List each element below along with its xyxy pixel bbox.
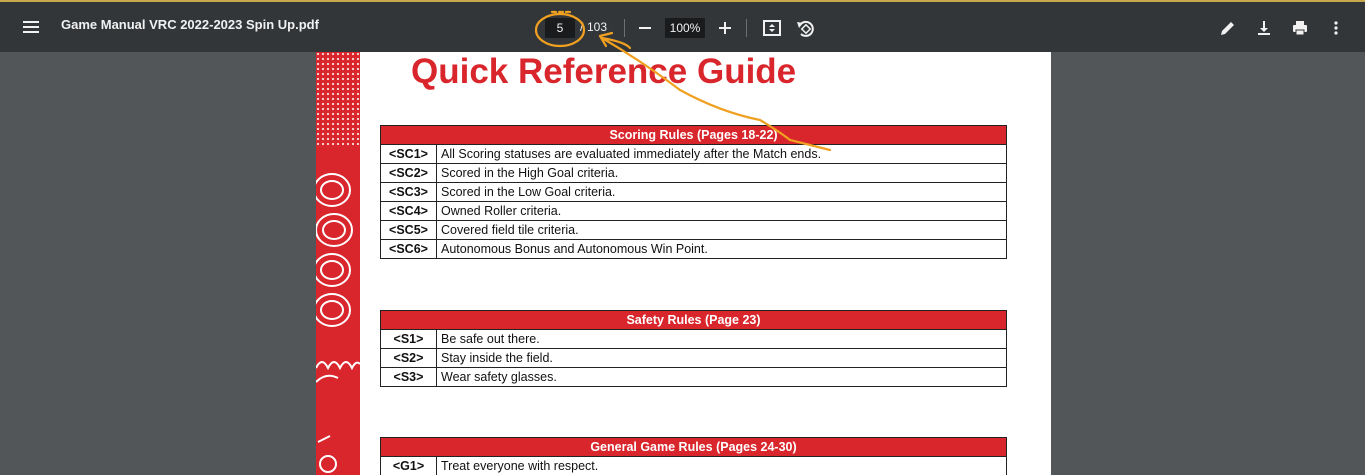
table-row bbox=[381, 221, 1007, 240]
download-icon[interactable] bbox=[1252, 16, 1276, 40]
scoring-rules-table bbox=[380, 125, 1007, 259]
table-row bbox=[381, 145, 1007, 164]
document-title: Game Manual VRC 2022-2023 Spin Up.pdf bbox=[61, 17, 319, 32]
fit-page-icon[interactable] bbox=[760, 16, 784, 40]
rule-code: <SC1> bbox=[381, 145, 437, 164]
table-row bbox=[381, 183, 1007, 202]
table-row bbox=[381, 240, 1007, 259]
page-separator: / bbox=[580, 20, 584, 34]
rule-text: Covered field tile criteria. bbox=[437, 221, 1007, 240]
rule-code: <SC5> bbox=[381, 221, 437, 240]
rule-text: Autonomous Bonus and Autonomous Win Point. bbox=[437, 240, 1007, 259]
table-row bbox=[381, 164, 1007, 183]
pdf-toolbar bbox=[0, 0, 1365, 52]
rule-code: <SC2> bbox=[381, 164, 437, 183]
rule-code: <G1> bbox=[381, 457, 437, 475]
rule-code: <S3> bbox=[381, 368, 437, 387]
rule-text: Be safe out there. bbox=[437, 330, 1007, 349]
table-row bbox=[381, 457, 1007, 475]
rule-text: Scored in the Low Goal criteria. bbox=[437, 183, 1007, 202]
rule-text: Treat everyone with respect. bbox=[437, 457, 1007, 475]
general-game-rules-table bbox=[380, 437, 1007, 475]
more-icon[interactable] bbox=[1324, 16, 1348, 40]
rule-code: <SC4> bbox=[381, 202, 437, 221]
rotate-icon[interactable] bbox=[793, 16, 817, 40]
print-icon[interactable] bbox=[1288, 16, 1312, 40]
table-row bbox=[381, 330, 1007, 349]
rule-text: All Scoring statuses are evaluated immediately after the Match ends. bbox=[437, 145, 1007, 164]
pen-icon[interactable] bbox=[1216, 16, 1240, 40]
rule-code: <S2> bbox=[381, 349, 437, 368]
zoom-out-icon[interactable] bbox=[633, 16, 657, 40]
rule-text: Wear safety glasses. bbox=[437, 368, 1007, 387]
total-pages: 103 bbox=[587, 20, 608, 34]
pdf-page bbox=[316, 52, 1051, 475]
zoom-in-icon[interactable] bbox=[713, 16, 737, 40]
table-header: Safety Rules (Page 23) bbox=[381, 311, 1007, 330]
toolbar-divider bbox=[624, 19, 625, 37]
rule-text: Owned Roller criteria. bbox=[437, 202, 1007, 221]
rule-code: <S1> bbox=[381, 330, 437, 349]
rule-text: Stay inside the field. bbox=[437, 349, 1007, 368]
table-header: Scoring Rules (Pages 18-22) bbox=[381, 126, 1007, 145]
page-heading: Quick Reference Guide bbox=[411, 52, 797, 91]
rule-code: <SC3> bbox=[381, 183, 437, 202]
zoom-level-input[interactable] bbox=[665, 18, 705, 38]
decorative-sidebar bbox=[316, 52, 360, 475]
table-header: General Game Rules (Pages 24-30) bbox=[381, 438, 1007, 457]
toolbar-divider bbox=[746, 19, 747, 37]
menu-icon[interactable] bbox=[18, 14, 44, 40]
table-row bbox=[381, 349, 1007, 368]
rule-code: <SC6> bbox=[381, 240, 437, 259]
safety-rules-table bbox=[380, 310, 1007, 387]
rule-text: Scored in the High Goal criteria. bbox=[437, 164, 1007, 183]
table-row bbox=[381, 202, 1007, 221]
page-number-input[interactable] bbox=[545, 18, 575, 38]
table-row bbox=[381, 368, 1007, 387]
